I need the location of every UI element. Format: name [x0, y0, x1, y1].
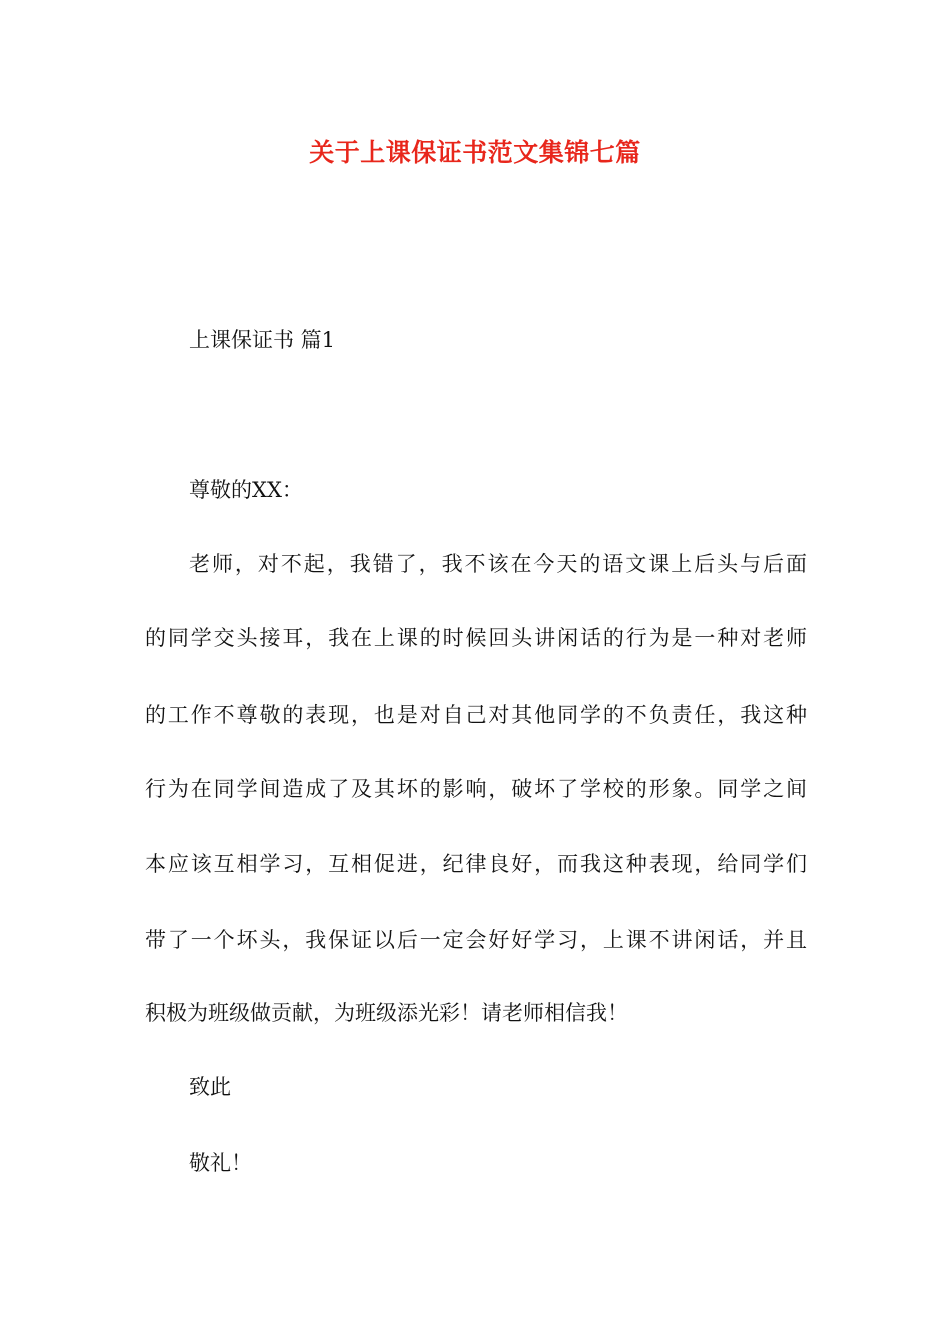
paragraph-line: 积极为班级做贡献，为班级添光彩！请老师相信我！	[145, 1001, 628, 1025]
document-title: 关于上课保证书范文集锦七篇	[309, 138, 641, 167]
paragraph-line: 的同学交头接耳，我在上课的时候回头讲闲话的行为是一种对老师	[145, 626, 807, 650]
paragraph-line: 本应该互相学习，互相促进，纪律良好，而我这种表现，给同学们	[145, 852, 807, 876]
paragraph-line: 老师，对不起，我错了，我不该在今天的语文课上后头与后面	[189, 552, 807, 576]
paragraph-line: 的工作不尊敬的表现，也是对自己对其他同学的不负责任，我这种	[145, 703, 807, 727]
paragraph-line: 行为在同学间造成了及其坏的影响，破坏了学校的形象。同学之间	[145, 777, 807, 801]
closing-line: 敬礼！	[189, 1151, 252, 1175]
closing-line: 致此	[189, 1075, 231, 1099]
salutation: 尊敬的XX：	[189, 478, 303, 502]
section-heading: 上课保证书 篇1	[189, 328, 336, 352]
paragraph-line: 带了一个坏头，我保证以后一定会好好学习，上课不讲闲话，并且	[145, 928, 807, 952]
